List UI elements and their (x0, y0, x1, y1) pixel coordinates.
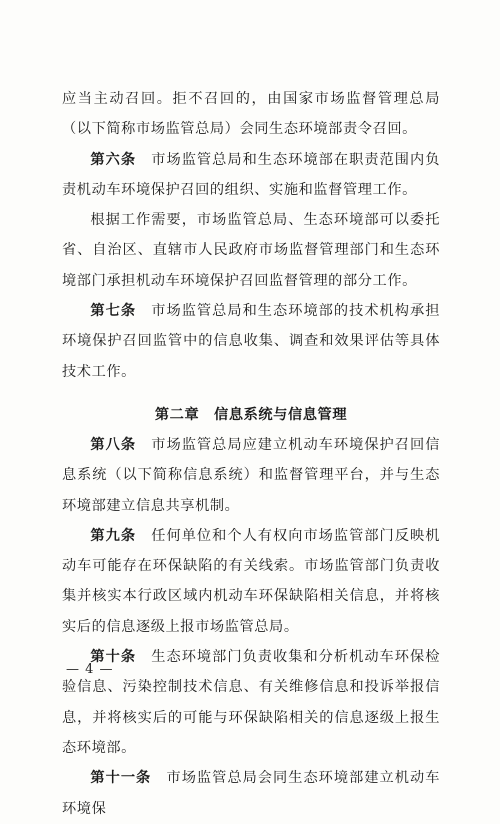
paragraph-article-11 (62, 763, 440, 824)
paragraph-text: 市场监管总局和生态环境部在职责范围内负责机动车环境保护召回的组织、实施和监督管理工作。 (62, 151, 440, 198)
paragraph-text: 应当主动召回。拒不召回的，由国家市场监督管理总局（以下简称市场监管总局）会同生态环境部责令召回。 (62, 91, 440, 138)
paragraph-text: 根据工作需要，市场监管总局、生态环境部可以委托省、自治区、直辖市人民政府市场监督管理部门和生态环境部门承担机动车环境保护召回监督管理的部分工作。 (62, 212, 440, 289)
article-heading: 第十一条 (90, 770, 152, 787)
paragraph-text: 市场监管总局和生态环境部的技术机构承担环境保护召回监管中的信息收集、调查和效果评估等具体技术工作。 (62, 303, 440, 380)
document-body (62, 84, 440, 824)
page-number: — 4 — (66, 662, 114, 677)
paragraph-article-6 (62, 145, 440, 206)
paragraph-text: 生态环境部门负责收集和分析机动车环保检验信息、污染控制技术信息、有关维修信息和投诉举报信息，并将核实后的可能与环保缺陷相关的信息逐级上报生态环境部。 (62, 649, 440, 756)
article-heading: 第七条 (90, 303, 137, 320)
paragraph-article-8 (62, 430, 440, 521)
paragraph-1 (62, 84, 440, 145)
article-heading: 第八条 (90, 436, 137, 453)
paragraph-3 (62, 205, 440, 296)
paragraph-article-9 (62, 521, 440, 642)
paragraph-text: 市场监管总局会同生态环境部建立机动车环境保 (62, 770, 440, 817)
chapter-title: 第二章 信息系统与信息管理 (154, 406, 348, 423)
paragraph-article-10 (62, 642, 440, 763)
paragraph-article-7 (62, 296, 440, 387)
article-heading: 第六条 (90, 151, 137, 168)
article-heading: 第九条 (90, 527, 137, 544)
paragraph-text: 任何单位和个人有权向市场监管部门反映机动车可能存在环保缺陷的有关线索。市场监管部门负责收集并核实本行政区域内机动车环保缺陷相关信息，并将核实后的信息逐级上报市场监管总局。 (62, 527, 440, 635)
paragraph-text: 市场监管总局应建立机动车环境保护召回信息系统（以下简称信息系统）和监督管理平台，并与生态环境部建立信息共享机制。 (62, 436, 440, 514)
article-heading: 第十条 (90, 649, 137, 666)
